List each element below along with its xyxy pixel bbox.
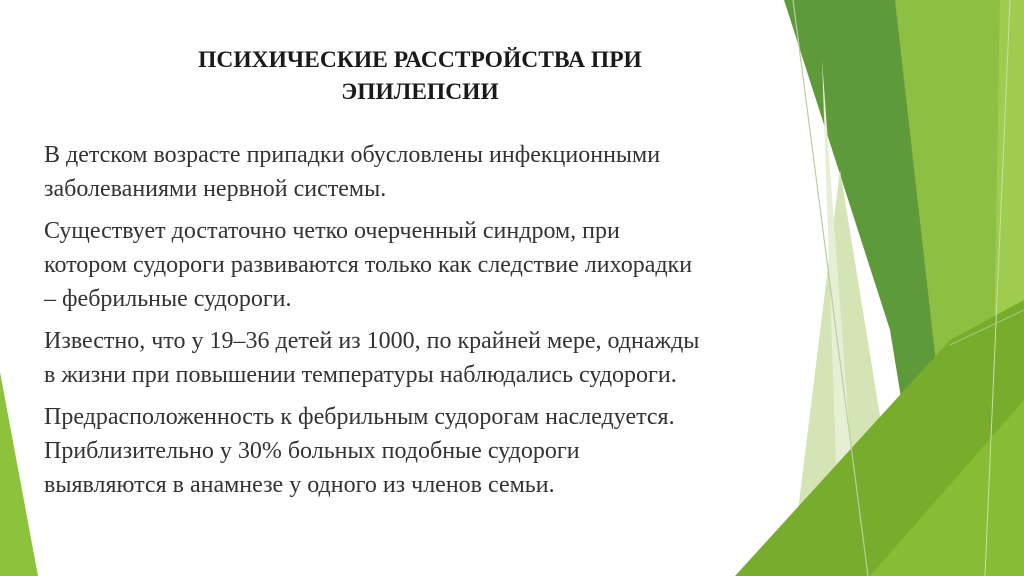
left-edge-triangle — [0, 372, 38, 576]
text-line: выявляются в анамнезе у одного из членов семьи. — [44, 472, 555, 498]
text-line: Предрасположенность к фебрильным судорогам наследуется. — [44, 404, 675, 430]
text-line: В детском возрасте припадки обусловлены инфекционными — [44, 142, 661, 168]
text-line: Существует достаточно четко очерченный синдром, при — [44, 218, 620, 244]
text-line: Известно, что у 19–36 детей из 1000, по крайней мере, однажды — [44, 328, 700, 354]
paragraph — [44, 324, 854, 392]
paragraph — [44, 214, 854, 316]
text-line: Приблизительно у 30% больных подобные судороги — [44, 438, 580, 464]
slide-title — [100, 44, 740, 108]
title-line: ПСИХИЧЕСКИЕ РАССТРОЙСТВА ПРИ — [198, 47, 642, 73]
text-line: – фебрильные судороги. — [44, 286, 292, 312]
paragraph — [44, 400, 854, 502]
slide-body — [44, 138, 854, 510]
paragraph — [44, 138, 854, 206]
text-line: котором судороги развиваются только как следствие лихорадки — [44, 252, 693, 278]
text-line: заболеваниями нервной системы. — [44, 176, 387, 202]
title-line: ЭПИЛЕПСИИ — [341, 79, 499, 105]
text-line: в жизни при повышении температуры наблюдались судороги. — [44, 362, 677, 388]
